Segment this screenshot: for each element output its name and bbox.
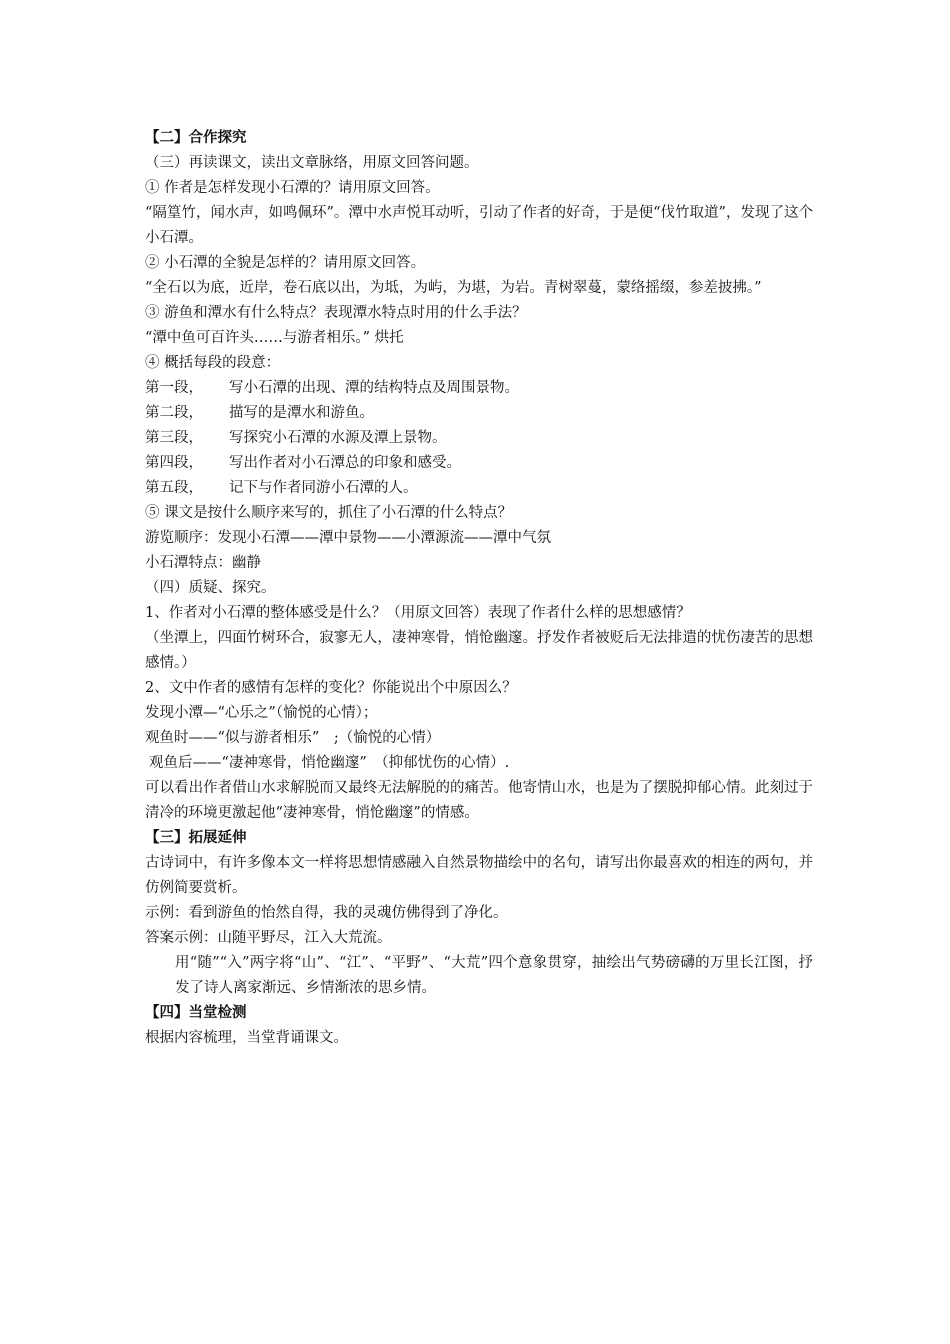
paragraph-summary (145, 451, 813, 476)
paragraph-text: 写小石潭的出现、潭的结构特点及周围景物。 (229, 380, 519, 396)
section-heading-class-check: 【四】当堂检测 (145, 1005, 247, 1021)
question-3: ③ 游鱼和潭水有什么特点？表现潭水特点时用的什么手法？ (145, 305, 527, 321)
paragraph-text: 写探究小石潭的水源及潭上景物。 (229, 430, 447, 446)
paragraph-label: 第三段， (145, 430, 203, 446)
paragraph-label: 第一段， (145, 380, 203, 396)
extension-answer: 答案示例：山随平野尽，江入大荒流。 (145, 930, 392, 946)
answer-1: “隔篁竹，闻水声，如鸣佩环”。潭中水声悦耳动听，引动了作者的好奇，于是便“伐竹取道”，发现了这个小石潭。 (145, 205, 813, 246)
paragraph-label: 第四段， (145, 455, 203, 471)
answer-5-feature: 小石潭特点：幽静 (145, 555, 261, 571)
paragraph-label: 第五段， (145, 480, 203, 496)
answer-5-order: 游览顺序：发现小石潭——潭中景物——小潭源流——潭中气氛 (145, 530, 551, 546)
question-2: ② 小石潭的全貌是怎样的？请用原文回答。 (145, 255, 426, 271)
paragraph-summary (145, 401, 813, 426)
inquiry-answer-1: （坐潭上，四面竹树环合，寂寥无人，凄神寒骨，悄怆幽邃。抒发作者被贬后无法排遣的忧伤凄苦的思想感情。） (145, 630, 813, 671)
question-1: ① 作者是怎样发现小石潭的？请用原文回答。 (145, 180, 440, 196)
document-body (145, 126, 813, 1051)
answer-3: “潭中鱼可百许头……与游者相乐。” 烘托 (145, 330, 404, 346)
extension-prompt: 古诗词中，有许多像本文一样将思想情感融入自然景物描绘中的名句，请写出你最喜欢的相连的两句，并仿例简要赏析。 (145, 855, 813, 896)
paragraph-text: 写出作者对小石潭总的印象和感受。 (229, 455, 461, 471)
emotion-change-3: 观鱼后——“凄神寒骨，悄怆幽邃” （抑郁忧伤的心情）. (149, 755, 510, 771)
part3-intro: （三）再读课文，读出文章脉络，用原文回答问题。 (145, 155, 479, 171)
paragraph-label: 第二段， (145, 405, 203, 421)
inquiry-question-2: 2、文中作者的感情有怎样的变化？你能说出个中原因么？ (145, 680, 517, 696)
question-5: ⑤ 课文是按什么顺序来写的，抓住了小石潭的什么特点？ (145, 505, 513, 521)
emotion-change-1: 发现小潭—“心乐之”（愉悦的心情）； (145, 705, 378, 721)
extension-example: 示例：看到游鱼的怡然自得，我的灵魂仿佛得到了净化。 (145, 905, 508, 921)
paragraph-summary (145, 476, 813, 501)
inquiry-question-1: 1、作者对小石潭的整体感受是什么？（用原文回答）表现了作者什么样的思想感情？ (145, 605, 691, 621)
extension-analysis: 用“随”“入”两字将“山”、“江”、“平野”、“大荒”四个意象贯穿，抽绘出气势磅礴的万里长江图，抒发了诗人离家渐远、乡情渐浓的思乡情。 (175, 955, 813, 996)
section-heading-cooperative-inquiry: 【二】合作探究 (145, 130, 247, 146)
section-heading-extension: 【三】拓展延伸 (145, 830, 247, 846)
paragraph-text: 记下与作者同游小石潭的人。 (229, 480, 418, 496)
class-check-text: 根据内容梳理，当堂背诵课文。 (145, 1030, 348, 1046)
paragraph-summary (145, 426, 813, 451)
emotion-change-2: 观鱼时——“似与游者相乐” ;（愉悦的心情） (145, 730, 441, 746)
question-4: ④ 概括每段的段意： (145, 355, 281, 371)
part4-intro: （四）质疑、探究。 (145, 580, 276, 596)
emotion-summary: 可以看出作者借山水求解脱而又最终无法解脱的的痛苦。他寄情山水，也是为了摆脱抑郁心情。此刻过于清冷的环境更激起他“凄神寒骨，悄怆幽邃”的情感。 (145, 780, 813, 821)
paragraph-summary (145, 376, 813, 401)
paragraph-text: 描写的是潭水和游鱼。 (229, 405, 374, 421)
answer-2: “全石以为底，近岸，卷石底以出，为坻，为屿，为堪，为岩。青树翠蔓，蒙络摇缀，参差披拂。” (145, 280, 762, 296)
